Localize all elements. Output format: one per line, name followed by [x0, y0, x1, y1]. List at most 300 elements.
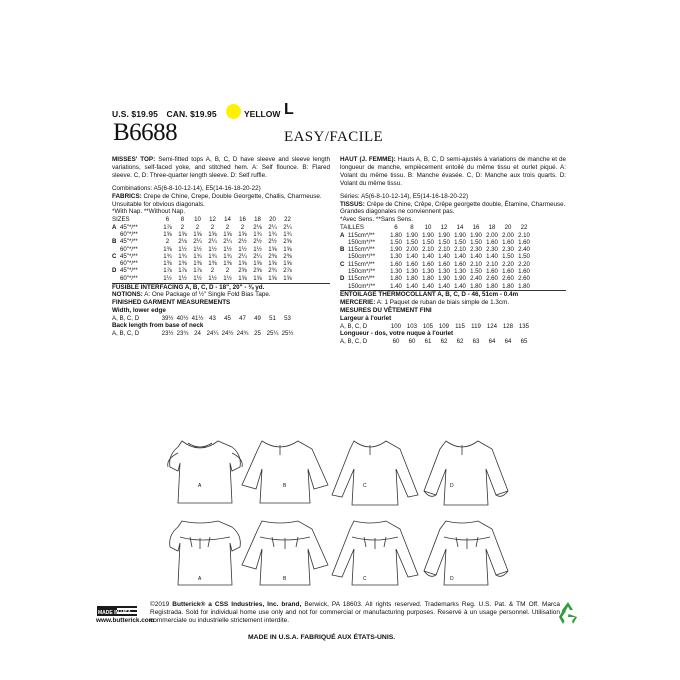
yardage-cell: 1.60 [518, 238, 530, 246]
measurement-cell: 64 [488, 338, 496, 346]
back-view-label: B [283, 576, 287, 582]
fabric-width: 45"*/** [120, 223, 138, 231]
front-view-d [424, 441, 508, 505]
yardage-cell: 1¾ [208, 252, 217, 260]
view-letter: C [112, 252, 117, 260]
front-view-label: B [283, 483, 287, 489]
measurement-cell: 25 [254, 330, 261, 338]
measurement-views: A, B, C, D [340, 338, 368, 346]
yardage-cell: 2¼ [268, 223, 277, 231]
measurement-cell: 41½ [191, 315, 204, 323]
yardage-cell: 1¾ [223, 252, 232, 260]
yardage-cell: 1⅜ [223, 260, 232, 268]
yardage-cell: 1⅝ [268, 274, 277, 282]
yardage-cell: 1.40 [470, 253, 482, 261]
yardage-row [340, 232, 532, 239]
yardage-cell: 1⅝ [238, 260, 247, 268]
measurement-row [112, 330, 295, 337]
yardage-cell: 2 [180, 223, 185, 231]
difficulty-label: EASY/FACILE [284, 129, 384, 145]
yardage-cell: 2.00 [502, 231, 514, 239]
size-header-cell: 16 [239, 216, 246, 224]
width-label-fr: Largeur à l'ourlet [340, 315, 392, 323]
yardage-row [112, 238, 295, 245]
yardage-cell: 1.90 [454, 275, 466, 283]
yardage-cell: 1⅞ [163, 223, 172, 231]
yardage-cell: 2.00 [486, 231, 498, 239]
view-letter: A [340, 231, 345, 239]
yardage-row [112, 260, 295, 267]
yardage-cell: 1.60 [454, 260, 466, 268]
yardage-cell: 1½ [253, 245, 262, 253]
yardage-cell: 2⅜ [283, 252, 292, 260]
yardage-cell: 2 [195, 223, 200, 231]
yardage-cell: 2½ [268, 238, 277, 246]
measurement-cell: 47 [239, 315, 246, 323]
yardage-cell: 1.30 [422, 268, 434, 276]
yardage-cell: 1⅝ [238, 230, 247, 238]
view-letter [112, 275, 120, 282]
width-table-en [112, 315, 295, 322]
fabric-width: 45"*/** [120, 252, 138, 260]
yardage-cell: 1⅜ [163, 260, 172, 268]
yardage-cell: 1.50 [470, 238, 482, 246]
yardage-cell: 2.60 [486, 275, 498, 283]
yardage-row [340, 261, 532, 268]
size-header-cell: 6 [165, 216, 170, 224]
yardage-cell: 1.50 [406, 238, 418, 246]
fabric-width: 115cm*/** [348, 260, 375, 268]
yardage-cell: 1.40 [486, 253, 498, 261]
back-label-en: Back length from base of neck [112, 322, 204, 330]
width-table-fr [340, 323, 532, 330]
measurement-cell: 109 [438, 323, 450, 331]
back-view-d [424, 521, 508, 585]
yardage-cell: 2½ [238, 238, 247, 246]
yardage-cell: 2¼ [193, 238, 202, 246]
back-table-fr [340, 338, 532, 345]
fabric-width: 115cm*/** [348, 231, 375, 239]
yardage-cell: 1½ [238, 245, 247, 253]
yardage-cell: 1.50 [438, 238, 450, 246]
measurement-cell: 62 [440, 338, 448, 346]
size-header-cell: 8 [180, 216, 185, 224]
measurement-cell: 135 [518, 323, 530, 331]
measurement-cell: 119 [471, 323, 481, 331]
yardage-row [340, 283, 532, 290]
measurement-cell: 103 [406, 323, 418, 331]
size-header-cell: 6 [394, 224, 398, 232]
yardage-cell: 2⅝ [283, 238, 292, 246]
fabric-width: 150cm*/** [348, 268, 376, 276]
price-line [112, 109, 223, 119]
yardage-cell: 1.60 [486, 238, 498, 246]
measurement-cell: 62 [456, 338, 464, 346]
view-letter: B [112, 238, 117, 246]
measurement-cell: 25¼ [266, 330, 279, 338]
yardage-cell: 2½ [253, 238, 262, 246]
yardage-row [340, 239, 532, 246]
fabric-width: 115cm*/** [348, 246, 375, 254]
size-header-cell: 10 [194, 216, 201, 224]
view-letter: C [340, 260, 345, 268]
front-view-b [242, 441, 328, 503]
yardage-row [112, 231, 295, 238]
yardage-cell: 1.30 [438, 268, 450, 276]
yardage-cell: 1½ [193, 274, 202, 282]
measurement-cell: 65 [520, 338, 528, 346]
measurement-cell: 60 [408, 338, 416, 346]
yardage-row [112, 275, 295, 282]
nap-note-en: *With Nap. **Without Nap. [112, 208, 186, 216]
view-letter: B [340, 246, 345, 254]
yardage-row [112, 267, 295, 274]
yardage-table-fr [340, 224, 532, 290]
back-label-fr: Longueur - dos, votre nuque à l'ourlet [340, 330, 454, 338]
size-header-cell: 8 [410, 224, 414, 232]
back-view-a [170, 521, 241, 585]
yardage-cell: 1.50 [390, 238, 402, 246]
yardage-cell: 1¾ [253, 230, 262, 238]
yardage-cell: 1.30 [390, 268, 402, 276]
measurement-cell: 100 [390, 323, 402, 331]
measurement-cell: 43 [209, 315, 216, 323]
yardage-cell: 1¾ [163, 252, 172, 260]
yardage-cell: 1.60 [502, 268, 514, 276]
yardage-cell: 1½ [178, 274, 187, 282]
fabric-width: 115cm*/** [348, 275, 375, 283]
yardage-cell: 2.10 [486, 260, 498, 268]
yardage-cell: 1.80 [390, 231, 402, 239]
view-letter [340, 253, 348, 260]
yardage-cell: 1⅝ [208, 230, 217, 238]
fabric-width: 60"*/** [120, 260, 138, 268]
size-header-cell: 16 [472, 224, 480, 232]
view-letter: A [112, 223, 117, 231]
yardage-cell: 1⅝ [253, 260, 262, 268]
measurement-cell: 105 [422, 323, 434, 331]
yardage-cell: 1.80 [470, 282, 482, 290]
measurement-cell: 61 [424, 338, 432, 346]
yardage-cell: 1½ [163, 274, 172, 282]
yardage-cell: 1.40 [422, 282, 434, 290]
yardage-cell: 1⅞ [178, 267, 187, 275]
yardage-table-en [112, 216, 295, 282]
yardage-cell: 2¼ [253, 252, 262, 260]
copyright-rest: Berwick, PA 18603. All rights reserved. Trademarks Reg. U.S. Pat. & TM Off. Marca Registrada. Sold for individual home use only and not for commercial or manufacturing purposes. [150, 601, 561, 616]
yardage-cell: 1.50 [502, 253, 514, 261]
yardage-cell: 1.50 [422, 238, 434, 246]
yardage-cell: 1.80 [518, 282, 530, 290]
yardage-cell: 2.20 [502, 260, 514, 268]
measurement-cell: 124 [486, 323, 498, 331]
price-can: CAN. $19.95 [166, 109, 217, 119]
yardage-cell: 1.50 [518, 253, 530, 261]
yardage-cell: 1.60 [438, 260, 450, 268]
measurement-cell: 24½ [221, 330, 234, 338]
yardage-cell: 2⅛ [178, 238, 187, 246]
description-en [112, 156, 330, 180]
yardage-cell: 1.30 [390, 253, 402, 261]
yardage-cell: 1½ [208, 274, 217, 282]
yardage-cell: 2.30 [502, 246, 514, 254]
interfacing-en: FUSIBLE INTERFACING A, B, C, D - 18", 20" - ⅜ yd. [112, 283, 265, 291]
fabric-width: 45"*/** [120, 267, 138, 275]
sizes-header-row [112, 216, 295, 223]
yardage-cell: 1.60 [486, 268, 498, 276]
fabrics-label-en: FABRICS: [112, 192, 142, 200]
yardage-cell: 1.90 [438, 231, 450, 239]
sizes-label: TAILLES [340, 224, 364, 232]
yardage-cell: 1.40 [454, 282, 466, 290]
yardage-cell: 2.00 [406, 246, 418, 254]
yardage-row [340, 268, 532, 275]
unsuitable-en: Unsuitable for obvious diagonals. [112, 200, 205, 208]
back-view-label: D [450, 576, 454, 582]
yardage-cell: 1.90 [422, 231, 434, 239]
yardage-cell: 1.40 [406, 282, 418, 290]
price-us: U.S. $19.95 [112, 109, 158, 119]
size-header-cell: 12 [209, 216, 216, 224]
fabrics-text-fr: Crêpe de Chine, Crêpe, Crêpe georgette double, Étamine, Charmeuse. [366, 200, 566, 208]
yardage-cell: 2⅝ [238, 267, 247, 275]
front-view-label: D [450, 483, 454, 489]
yardage-cell: 1.90 [470, 231, 482, 239]
fabric-width: 60"*/** [120, 230, 138, 238]
yardage-cell: 1⅜ [163, 245, 172, 253]
yardage-cell: 2¼ [283, 223, 292, 231]
yardage-cell: 1⅝ [283, 274, 292, 282]
yardage-cell: 2.60 [502, 275, 514, 283]
front-view-label: C [363, 483, 367, 489]
measurement-cell: 53 [284, 315, 291, 323]
yardage-cell: 2.10 [438, 246, 450, 254]
sizes-label: SIZES [112, 216, 130, 224]
size-header-cell: 22 [284, 216, 291, 224]
yardage-cell: 1.80 [502, 282, 514, 290]
size-header-cell: 12 [440, 224, 448, 232]
yardage-cell: 2 [240, 223, 245, 231]
copyright-text [150, 601, 560, 625]
yardage-cell: 2.30 [470, 246, 482, 254]
size-header-cell: 10 [424, 224, 432, 232]
yardage-cell: 1.40 [438, 253, 450, 261]
yardage-cell: 1⅝ [268, 245, 277, 253]
measurement-cell: 115 [455, 323, 465, 331]
size-header-cell: 20 [269, 216, 276, 224]
yardage-row [340, 275, 532, 282]
yardage-cell: 1.80 [406, 275, 418, 283]
fabrics-label-fr: TISSUS: [340, 200, 365, 208]
yardage-cell: 2 [210, 267, 215, 275]
yardage-cell: 2⅝ [253, 267, 262, 275]
yardage-cell: 2.40 [470, 275, 482, 283]
yardage-cell: 1.60 [518, 268, 530, 276]
yardage-cell: 1½ [208, 245, 217, 253]
finished-title-fr: MESURES DU VÊTEMENT FINI [340, 307, 432, 315]
yardage-cell: 2 [225, 223, 230, 231]
yardage-cell: 1⅜ [193, 260, 202, 268]
measurement-cell: 24¼ [206, 330, 219, 338]
yardage-row [112, 224, 295, 231]
back-table-en [112, 330, 295, 337]
yardage-cell: 2¼ [238, 252, 247, 260]
price-color-label: YELLOW [244, 109, 281, 119]
price-color-dot [226, 104, 241, 119]
view-letter [112, 260, 120, 267]
yardage-cell: 1⅝ [223, 230, 232, 238]
yardage-cell: 1¾ [268, 230, 277, 238]
yardage-cell: 1.50 [470, 268, 482, 276]
made-in-usa-text: MADE IN U.S.A. FABRIQUÉ AUX ÉTATS-UNIS. [248, 634, 396, 641]
yardage-cell: 2¾ [268, 267, 277, 275]
yardage-cell: 1½ [178, 245, 187, 253]
measurement-cell: 24¾ [236, 330, 249, 338]
measurement-cell: 49 [254, 315, 261, 323]
yardage-cell: 1⅝ [253, 274, 262, 282]
fabric-width: 150cm*/** [348, 282, 376, 290]
english-column [112, 156, 330, 338]
measurement-views: A, B, C, D [112, 315, 140, 323]
measurement-cell: 63 [472, 338, 480, 346]
measurement-cell: 24 [194, 330, 201, 338]
yardage-cell: 1.40 [406, 253, 418, 261]
yardage-cell: 1.80 [422, 275, 434, 283]
yardage-cell: 1.90 [406, 231, 418, 239]
yardage-cell: 2⅜ [268, 252, 277, 260]
yardage-cell: 1.90 [390, 246, 402, 254]
yardage-cell: 1⅝ [178, 230, 187, 238]
yardage-cell: 1.40 [390, 282, 402, 290]
measurement-views: A, B, C, D [340, 323, 368, 331]
view-letter [340, 283, 348, 290]
measurement-cell: 40½ [176, 315, 189, 323]
yardage-cell: 2¼ [208, 238, 217, 246]
view-letter [340, 268, 348, 275]
yardage-cell: 1.80 [390, 275, 402, 283]
yardage-cell: 2¼ [223, 238, 232, 246]
measurement-cell: 60 [392, 338, 400, 346]
view-letter: D [112, 267, 117, 275]
measurement-cell: 45 [224, 315, 231, 323]
size-header-cell: 20 [504, 224, 512, 232]
fabrics-text-en: Crepe de Chine, Crepe, Double Georgette, Challis, Charmeuse. [143, 192, 322, 200]
size-header-cell: 18 [254, 216, 261, 224]
combinations-en: Combinations: A5(6-8-10-12-14), E5(14-16-18-20-22) [112, 184, 261, 192]
front-view-c [332, 441, 418, 505]
size-header-cell: 18 [488, 224, 496, 232]
yardage-row [340, 246, 532, 253]
measurement-cell: 128 [502, 323, 514, 331]
fabric-width: 150cm*/** [348, 238, 376, 246]
back-view-label: A [198, 576, 202, 582]
combinations-fr: Séries: A5(6-8-10-12-14), E5(14-16-18-20-22) [340, 192, 469, 200]
yardage-cell: 1.40 [438, 282, 450, 290]
size-header-cell: 14 [456, 224, 464, 232]
yardage-cell: 1½ [223, 274, 232, 282]
yardage-row [340, 253, 532, 260]
notions-label-fr: MERCERIE: [340, 299, 376, 307]
yardage-cell: 1⅝ [238, 274, 247, 282]
flag-text: MADE IN USA [98, 610, 132, 616]
yardage-cell: 1½ [193, 245, 202, 253]
size-header-cell: 22 [520, 224, 528, 232]
yardage-cell: 2 [210, 223, 215, 231]
yardage-cell: 1.50 [454, 238, 466, 246]
measurement-cell: 64 [504, 338, 512, 346]
front-view-label: A [198, 483, 202, 489]
description-text-en: Semi-fitted tops A, B, C, D have sleeve and sleeve length variations, self-faced yoke, and stitched hem. A: Self flounce. B: Flared sleeve. C, D: Three-quarter length sleeve. D: Self ruffle. [112, 156, 331, 179]
measurement-cell: 51 [269, 315, 276, 323]
recycle-icon [555, 600, 581, 626]
yardage-cell: 1.60 [502, 238, 514, 246]
yardage-cell: 1.60 [390, 260, 402, 268]
view-letter [112, 246, 120, 253]
yardage-cell: 1.80 [486, 282, 498, 290]
garment-illustrations [160, 433, 580, 603]
website-link[interactable]: www.butterick.com [96, 617, 155, 624]
yardage-cell: 2.10 [518, 231, 530, 239]
yardage-row [112, 253, 295, 260]
measurement-views: A, B, C, D [112, 330, 140, 338]
yardage-cell: 1⅝ [283, 245, 292, 253]
yardage-cell: 2.10 [470, 260, 482, 268]
french-column [340, 156, 566, 346]
view-letter: D [340, 275, 345, 283]
fabric-width: 60"*/** [120, 274, 138, 282]
yardage-cell: 2.20 [518, 260, 530, 268]
fabric-width: 45"*/** [120, 238, 138, 246]
measurement-cell: 23¾ [176, 330, 189, 338]
measurement-cell: 39½ [161, 315, 174, 323]
sizes-header-row [340, 224, 532, 231]
measurement-cell: 25½ [281, 330, 294, 338]
yardage-cell: 2⅞ [283, 267, 292, 275]
size-header-cell: 14 [224, 216, 231, 224]
front-view-a [168, 441, 243, 503]
copyright-year: ©2019 [150, 601, 170, 608]
yardage-cell: 1⅝ [163, 230, 172, 238]
back-view-c [332, 521, 418, 585]
notions-text-en: A: One Package of ½" Single Fold Bias Tape. [144, 291, 271, 299]
yardage-cell: 1¾ [193, 252, 202, 260]
yardage-cell: 2.10 [454, 246, 466, 254]
view-letter [112, 231, 120, 238]
description-title-en: MISSES' TOP: [112, 156, 156, 163]
yardage-cell: 1⅝ [283, 260, 292, 268]
yardage-cell: 1⅝ [193, 230, 202, 238]
yardage-cell: 1.90 [454, 231, 466, 239]
yardage-cell: 1.40 [454, 253, 466, 261]
yardage-cell: 2.40 [518, 246, 530, 254]
measurement-row [340, 338, 532, 345]
description-fr [340, 156, 566, 188]
yardage-cell: 1⅞ [193, 267, 202, 275]
size-letter: L [284, 101, 294, 118]
yardage-cell: 1¾ [178, 252, 187, 260]
yardage-cell: 1.60 [406, 260, 418, 268]
fabric-width: 60"*/** [120, 245, 138, 253]
yardage-cell: 2.30 [486, 246, 498, 254]
yardage-row [112, 246, 295, 253]
finished-title-en: FINISHED GARMENT MEASUREMENTS [112, 299, 231, 307]
description-title-fr: HAUT (J. FEMME): [340, 156, 396, 163]
yardage-cell: 2 [165, 238, 170, 246]
notions-label-en: NOTIONS: [112, 291, 143, 299]
interfacing-fr: ENTOILAGE THERMOCOLLANT A, B, C, D - 46, 51cm - 0.4m [340, 291, 519, 299]
yardage-cell: 1.60 [422, 260, 434, 268]
description-text-fr: Hauts A, B, C, D semi-ajustés à variations de manche et de longueur de manche, empiècement entoilé du même tissu et ourlet piqué. A: Volant du même tissu. B: Manche évasée. C, D: Manche aux trois quarts. D: Volant du même tissu. [340, 156, 566, 187]
